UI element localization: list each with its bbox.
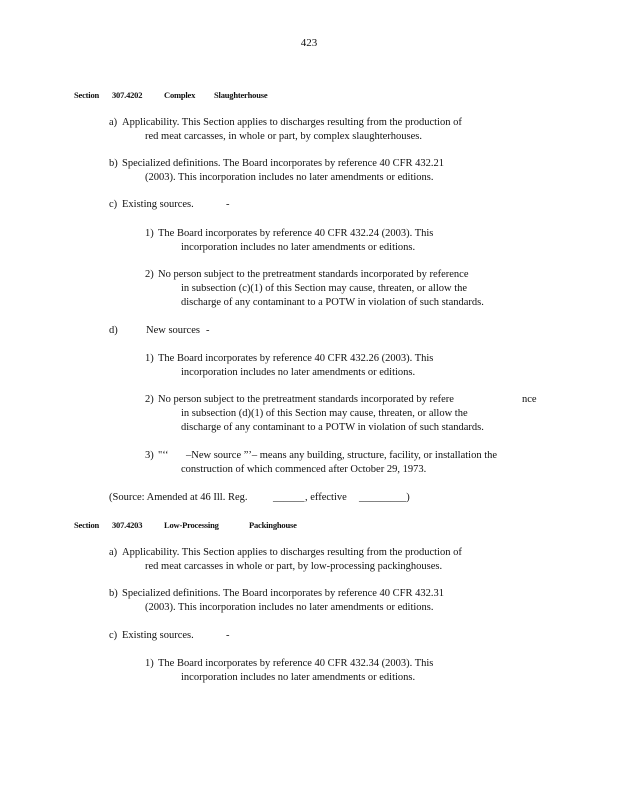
section-title-word1: Low-Processing <box>164 520 219 530</box>
paragraph-line: Applicability. This Section applies to discharges resulting from the production of <box>122 117 462 128</box>
paragraph-line: in subsection (c)(1) of this Section may cause, threaten, or allow the <box>181 283 468 294</box>
subsection-title: Existing sources. <box>122 199 194 210</box>
paragraph-line: incorporation includes no later amendments or editions. <box>181 242 416 253</box>
dash-mark: - <box>226 630 230 641</box>
source-text: , effective <box>305 492 347 503</box>
section-label: Section <box>74 90 100 100</box>
paragraph-line: No person subject to the pretreatment standards incorporated by refere <box>158 394 454 405</box>
section-number: 307.4203 <box>112 520 143 530</box>
blank-effective-date: _________) <box>359 492 410 503</box>
paragraph-line: in subsection (d)(1) of this Section may cause, threaten, or allow the <box>181 408 468 419</box>
item-label: a) <box>109 547 118 558</box>
item-label: 1) <box>145 353 154 364</box>
page-number: 423 <box>300 37 318 49</box>
paragraph-line-fragment: nce <box>522 394 537 405</box>
item-label: b) <box>109 588 118 599</box>
paragraph-line: red meat carcasses in whole or part, by low-processing packinghouses. <box>145 561 443 572</box>
section-title-word2: Packinghouse <box>249 520 297 530</box>
section-label: Section <box>74 520 100 530</box>
item-label: 2) <box>145 269 154 280</box>
item-label: 1) <box>145 658 154 669</box>
item-label: d) <box>109 325 118 336</box>
paragraph-line: red meat carcasses, in whole or part, by complex slaughterhouses. <box>145 131 422 142</box>
paragraph-line: Specialized definitions. The Board incorporates by reference 40 CFR 432.21 <box>122 158 445 169</box>
section-title-word1: Complex <box>164 90 196 100</box>
paragraph-line: The Board incorporates by reference 40 CFR 432.34 (2003). This <box>158 658 434 669</box>
item-label: c) <box>109 630 118 641</box>
paragraph-line: The Board incorporates by reference 40 CFR 432.24 (2003). This <box>158 228 434 239</box>
paragraph-line: Applicability. This Section applies to discharges resulting from the production of <box>122 547 462 558</box>
paragraph-line: (2003). This incorporation includes no later amendments or editions. <box>145 172 434 183</box>
item-label: b) <box>109 158 118 169</box>
paragraph-line: incorporation includes no later amendments or editions. <box>181 672 416 683</box>
item-label: 2) <box>145 394 154 405</box>
source-text: (Source: Amended at 46 Ill. Reg. <box>109 492 248 503</box>
blank-reg-number: ______ <box>273 492 305 503</box>
paragraph-line: discharge of any contaminant to a POTW in violation of such standards. <box>181 297 484 308</box>
section-title-word2: Slaughterhouse <box>214 90 268 100</box>
item-label: c) <box>109 199 118 210</box>
quote-marks: "‘‘ <box>158 450 169 461</box>
paragraph-line: (2003). This incorporation includes no later amendments or editions. <box>145 602 434 613</box>
paragraph-line: Specialized definitions. The Board incorporates by reference 40 CFR 432.31 <box>122 588 445 599</box>
item-label: a) <box>109 117 118 128</box>
dash-mark: - <box>206 325 210 336</box>
subsection-title: New sources <box>146 325 200 336</box>
paragraph-line: –New source ”’– means any building, structure, facility, or installation the <box>186 450 498 461</box>
item-label: 3) <box>145 450 154 461</box>
paragraph-line: No person subject to the pretreatment standards incorporated by reference <box>158 269 469 280</box>
paragraph-line: incorporation includes no later amendments or editions. <box>181 367 416 378</box>
item-label: 1) <box>145 228 154 239</box>
paragraph-line: discharge of any contaminant to a POTW in violation of such standards. <box>181 422 484 433</box>
subsection-title: Existing sources. <box>122 630 194 641</box>
paragraph-line: construction of which commenced after October 29, 1973. <box>181 464 427 475</box>
paragraph-line: The Board incorporates by reference 40 CFR 432.26 (2003). This <box>158 353 434 364</box>
dash-mark: - <box>226 199 230 210</box>
section-number: 307.4202 <box>112 90 143 100</box>
